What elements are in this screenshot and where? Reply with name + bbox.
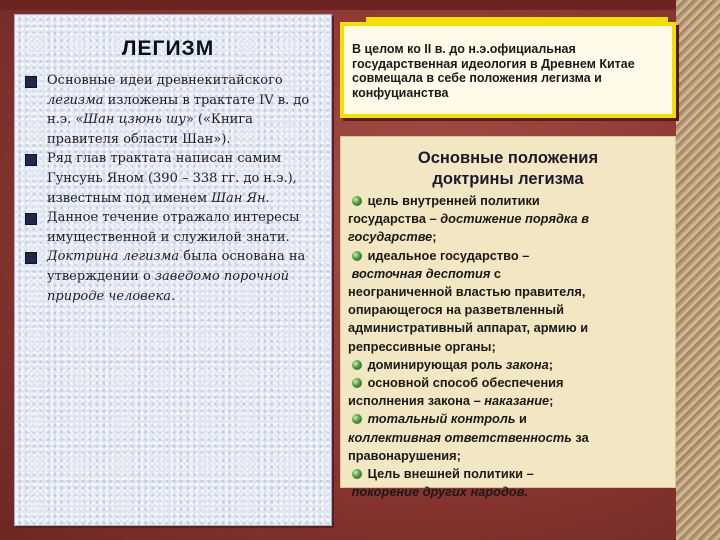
- list-item: идеальное государство –: [348, 247, 672, 265]
- list-item: Цель внешней политики –: [348, 465, 672, 483]
- decorative-side-strip: [676, 0, 720, 540]
- green-bullet-icon: [352, 469, 362, 479]
- list-item: Данное течение отражало интересы имущественной и служилой знати.: [25, 208, 325, 247]
- square-bullet-icon: [25, 76, 37, 88]
- list-item: Доктрина легизма была основана на утверждении о заведомо порочной природе человека.: [25, 247, 325, 306]
- list-item: основной способ обеспечения: [348, 374, 672, 392]
- doctrine-panel: [340, 136, 676, 500]
- doctrine-list: цель внутренней политики государства – достижение порядка в государстве; идеальное государство – восточная деспотия с неограниченной властью правителя, опирающегося на разветвленный административный аппарат, армию и репрессивные органы; доминирующая роль закона; основной способ обеспечения исполнения закона – наказание; тотальный контроль и коллективная ответственность за правонарушения; Цель внешней политики – покорение других народов.: [348, 192, 672, 501]
- list-item: Основные идеи древнекитайского легизма изложены в трактате IV в. до н.э. «Шан цзюнь шу» («Книга правителя области Шан»).: [25, 71, 325, 149]
- list-item: Ряд глав трактата написан самим Гунсунь Яном (390 – 338 гг. до н.э.), известным под именем Шан Ян.: [25, 149, 325, 208]
- green-bullet-icon: [352, 378, 362, 388]
- square-bullet-icon: [25, 154, 37, 166]
- green-bullet-icon: [352, 251, 362, 261]
- green-bullet-icon: [352, 196, 362, 206]
- left-text-panel: [14, 14, 332, 526]
- summary-callout-box: [340, 22, 676, 118]
- square-bullet-icon: [25, 213, 37, 225]
- green-bullet-icon: [352, 414, 362, 424]
- list-item: цель внутренней политики: [348, 192, 672, 210]
- list-item: тотальный контроль и: [348, 410, 672, 428]
- green-bullet-icon: [352, 360, 362, 370]
- left-title: ЛЕГИЗМ: [121, 37, 215, 60]
- left-bullet-list: [25, 71, 325, 306]
- summary-text: В целом ко II в. до н.э.официальная государственная идеология в Древнем Китае совмещала в себе положения легизма и конфуцианства: [352, 42, 635, 100]
- top-border: [0, 0, 720, 10]
- list-item: доминирующая роль закона;: [348, 356, 672, 374]
- doctrine-heading: Основные положения доктрины легизма: [417, 149, 599, 188]
- square-bullet-icon: [25, 252, 37, 264]
